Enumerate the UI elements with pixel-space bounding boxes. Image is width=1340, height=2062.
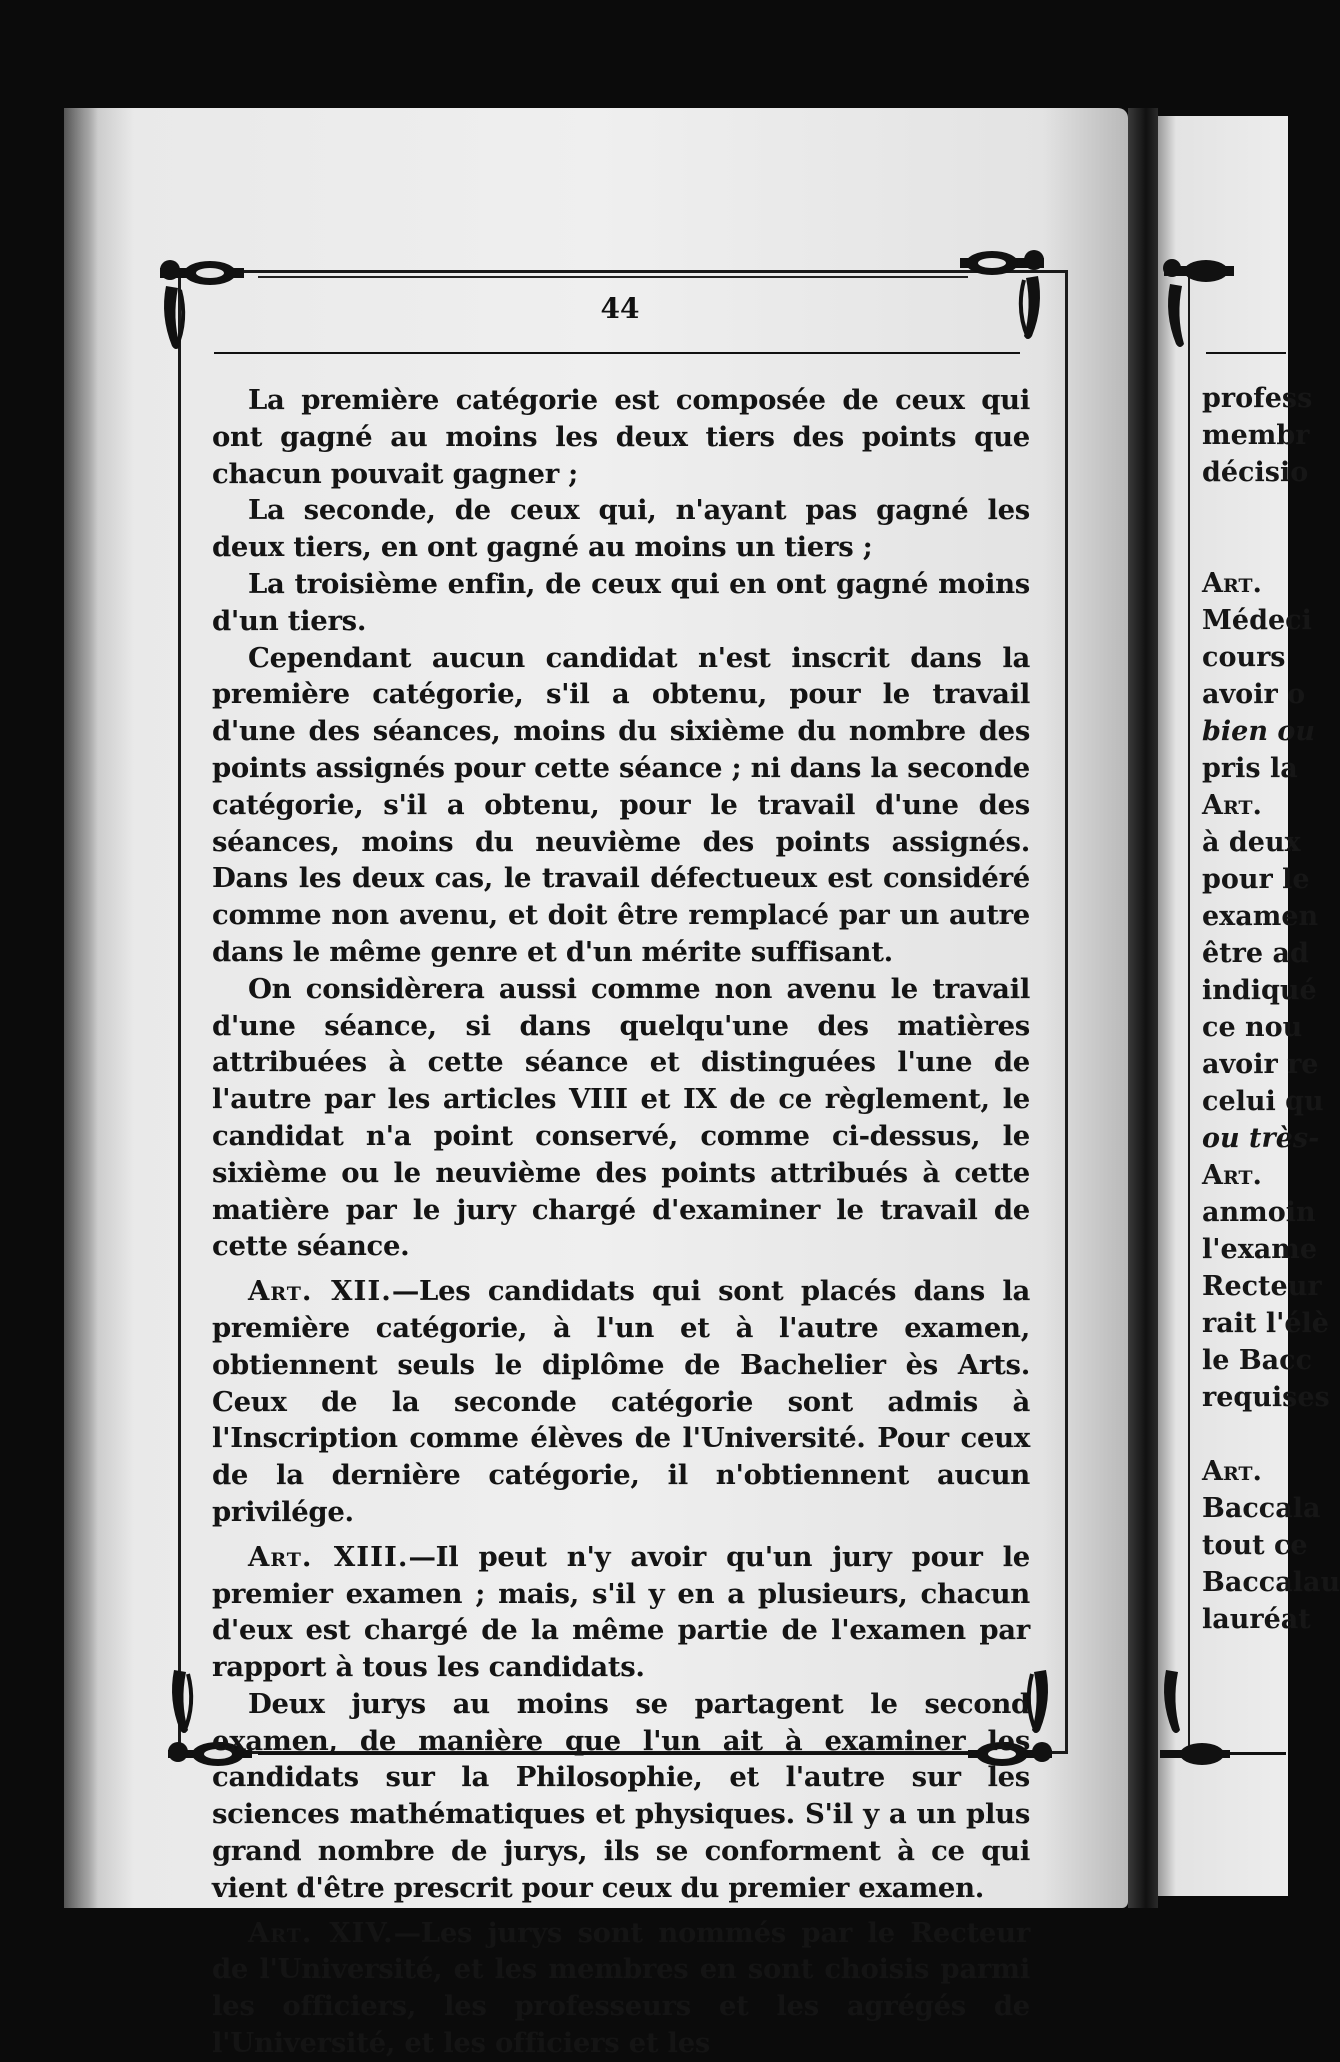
paragraph: La troisième enfin, de ceux qui en ont gagné moins d'un tiers. bbox=[212, 567, 1030, 637]
article-label: Art. XIV. bbox=[248, 1916, 394, 1949]
corner-ornament-top-right-icon bbox=[952, 244, 1052, 354]
adjacent-page-line: celui qu bbox=[1202, 1086, 1324, 1117]
adjacent-page-line: membr bbox=[1202, 420, 1310, 451]
adjacent-page-line: requises bbox=[1202, 1382, 1330, 1413]
adjacent-page-line: Art. bbox=[1202, 568, 1262, 599]
adjacent-page-line: bien ou bbox=[1202, 716, 1315, 747]
article-label: Art. XII. bbox=[248, 1275, 392, 1308]
adjacent-page-line: indiqué bbox=[1202, 975, 1317, 1006]
adjacent-page-line: décisio bbox=[1202, 457, 1309, 488]
page-number: 44 bbox=[600, 292, 640, 325]
header-rule bbox=[214, 352, 1020, 354]
adjacent-page-line: être ad bbox=[1202, 938, 1309, 969]
adjacent-page-line: lauréat bbox=[1202, 1604, 1311, 1635]
adjacent-page-line bbox=[1202, 528, 1292, 565]
adjacent-page-line: Recteur bbox=[1202, 1271, 1322, 1302]
adjacent-page-line: rait l'élè bbox=[1202, 1308, 1329, 1339]
article-text: —Les candidats qui sont placés dans la première catégorie, à l'un et à l'autre examen, obtiennent seuls le diplôme de Bachelier ès Arts. Ceux de la seconde catégorie sont admis à l'Inscription comme élèves de l'Université. Pour ceux de la dernière catégorie, il n'obtiennent aucun privilége. bbox=[212, 1275, 1030, 1528]
adjacent-page-line: l'exame bbox=[1202, 1234, 1318, 1265]
book-gutter bbox=[1128, 108, 1158, 1908]
adjacent-page-line: profess bbox=[1202, 383, 1313, 414]
adjacent-page-line: avoir o bbox=[1202, 679, 1306, 710]
adjacent-page-line: Baccalau bbox=[1202, 1567, 1340, 1598]
page-spine-shadow bbox=[64, 108, 98, 1908]
article-paragraph bbox=[212, 1539, 1030, 1686]
adjacent-page-line: ce nou bbox=[1202, 1012, 1303, 1043]
adjacent-page-line: tout ce bbox=[1202, 1530, 1308, 1561]
paragraph: La première catégorie est composée de ceux qui ont gagné au moins les deux tiers des points que chacun pouvait gagner ; bbox=[212, 384, 1030, 490]
adjacent-page-ornament-icon bbox=[1154, 1664, 1234, 1774]
adjacent-page-line: le Bacc bbox=[1202, 1345, 1313, 1376]
adjacent-page-line: Baccala bbox=[1202, 1493, 1321, 1524]
adjacent-page-line: Art. bbox=[1202, 1160, 1262, 1191]
adjacent-page-line: cours bbox=[1202, 642, 1286, 673]
adjacent-page-rule bbox=[1226, 1752, 1286, 1755]
paragraph: On considèrera aussi comme non avenu le travail d'une séance, si dans quelqu'une des matières attribuées à cette séance et distinguées l'une de l'autre par les articles VIII et IX de ce règlement, le candidat n'a point conservé, comme ci-dessus, le sixième ou le neuvième des points attribués à cette matière par le jury chargé d'examiner le travail de cette séance. bbox=[212, 972, 1030, 1263]
adjacent-page-line: avoir re bbox=[1202, 1049, 1319, 1080]
adjacent-page-line: anmoin bbox=[1202, 1197, 1316, 1228]
top-rule bbox=[258, 276, 968, 278]
adjacent-page-line: examen bbox=[1202, 901, 1319, 932]
adjacent-page-line bbox=[1202, 491, 1292, 528]
article-label: Art. XIII. bbox=[248, 1540, 409, 1573]
adjacent-page-text bbox=[1202, 380, 1340, 1638]
adjacent-page-line: à deux bbox=[1202, 827, 1301, 858]
article-text: —Les jurys sont nommés par le Recteur de l'Université, et les membres en sont choisis parmi les officiers, les professeurs et les agrégés de l'Université, et les officiers et les bbox=[212, 1916, 1031, 2060]
adjacent-page-line: Médeci bbox=[1202, 605, 1312, 636]
adjacent-page-line: ou très- bbox=[1202, 1123, 1320, 1154]
adjacent-page-frame bbox=[1188, 270, 1190, 1748]
adjacent-page-line bbox=[1202, 1416, 1292, 1453]
paragraph: La seconde, de ceux qui, n'ayant pas gagné les deux tiers, en ont gagné au moins un tiers ; bbox=[212, 494, 1030, 564]
article-text: —Il peut n'y avoir qu'un jury pour le premier examen ; mais, s'il y en a plusieurs, chacun d'eux est chargé de la même partie de l'examen par rapport à tous les candidats. bbox=[212, 1540, 1030, 1684]
adjacent-page-line: pour le bbox=[1202, 864, 1310, 895]
corner-ornament-top-left-icon bbox=[152, 250, 252, 360]
article-paragraph bbox=[212, 1915, 1030, 2062]
adjacent-page-line: Art. bbox=[1202, 790, 1262, 821]
adjacent-page-line: pris la bbox=[1202, 753, 1298, 784]
article-paragraph bbox=[212, 1273, 1030, 1531]
adjacent-page-line: Art. bbox=[1202, 1456, 1262, 1487]
adjacent-page-ornament-icon bbox=[1158, 248, 1238, 358]
paragraph: Cependant aucun candidat n'est inscrit dans la première catégorie, s'il a obtenu, pour le travail d'une des séances, moins du sixième du nombre des points assignés pour cette séance ; ni dans la seconde catégorie, s'il a obtenu, pour le travail d'une des séances, moins du neuvième des points assignés. Dans les deux cas, le travail défectueux est considéré comme non avenu, et doit être remplacé par un autre dans le même genre et d'un mérite suffisant. bbox=[212, 641, 1030, 968]
body-text bbox=[212, 382, 1030, 2062]
paragraph: Deux jurys au moins se partagent le second examen, de manière que l'un ait à examiner les candidats sur la Philosophie, et l'autre sur les sciences mathématiques et physiques. S'il y a un plus grand nombre de jurys, ils se conforment à ce qui vient d'être prescrit pour ceux du premier examen. bbox=[212, 1687, 1030, 1904]
